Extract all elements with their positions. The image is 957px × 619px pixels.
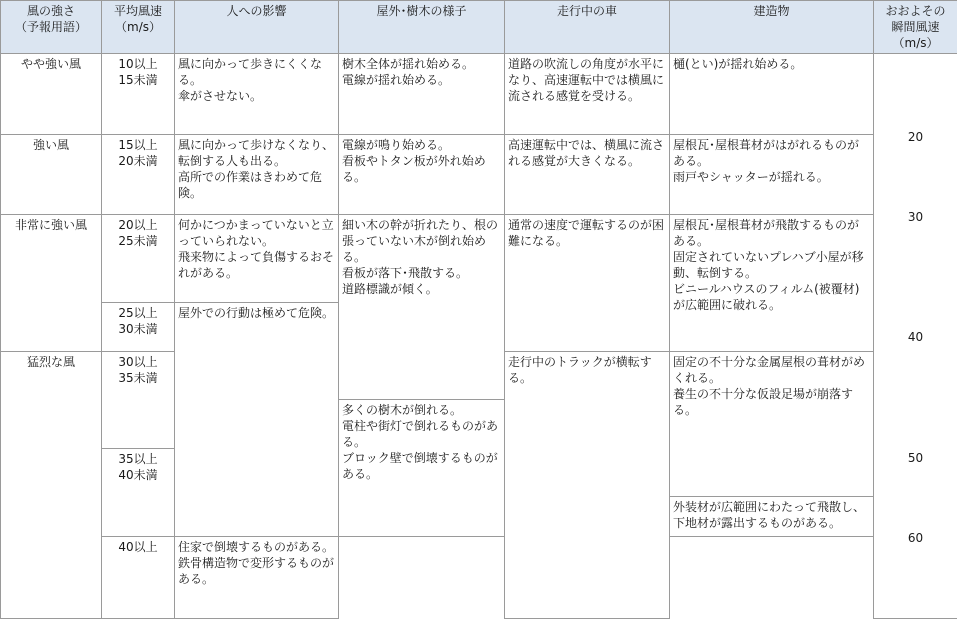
people-cell: 風に向かって歩けなくなり、転倒する人も出る。 高所での作業はきわめて危険。	[175, 135, 339, 215]
table-row	[1, 215, 957, 303]
header-people: 人への影響	[175, 1, 339, 54]
table-row	[1, 135, 957, 215]
car-cell: 通常の速度で運転するのが困難になる。	[505, 215, 670, 352]
car-cell: 道路の吹流しの角度が水平になり、高速運転中では横風に流される感覚を受ける。	[505, 54, 670, 135]
gust-value: 50	[877, 450, 954, 466]
avg-speed-cell: 10以上 15未満	[102, 54, 175, 135]
people-cell: 風に向かって歩きにくくなる。 傘がさせない。	[175, 54, 339, 135]
header-avg-speed: 平均風速 （m/s）	[102, 1, 175, 54]
outdoor-cell: 多くの樹木が倒れる。 電柱や街灯で倒れるものがある。 ブロック壁で倒壊するものがある。	[339, 400, 505, 537]
outdoor-cell: 樹木全体が揺れ始める。 電線が揺れ始める。	[339, 54, 505, 135]
car-cell: 走行中のトラックが横転する。	[505, 351, 670, 618]
gust-column	[874, 54, 957, 619]
avg-speed-cell: 40以上	[102, 537, 175, 619]
avg-speed-cell: 20以上 25未満	[102, 215, 175, 303]
building-cell: 屋根瓦･屋根葺材がはがれるものがある。 雨戸やシャッターが揺れる。	[670, 135, 874, 215]
wind-class-cell: 猛烈な風	[1, 351, 102, 618]
gust-value: 20	[877, 129, 954, 145]
header-car: 走行中の車	[505, 1, 670, 54]
building-cell: 樋(とい)が揺れ始める。	[670, 54, 874, 135]
car-cell: 高速運転中では、横風に流される感覚が大きくなる。	[505, 135, 670, 215]
building-cell: 住家で倒壊するものがある。 鉄骨構造物で変形するものがある。	[175, 537, 339, 619]
building-cell: 屋根瓦･屋根葺材が飛散するものがある。 固定されていないプレハブ小屋が移動、転倒する。 ビニールハウスのフィルム(被覆材)が広範囲に破れる。	[670, 215, 874, 352]
wind-class-cell: やや強い風	[1, 54, 102, 135]
gust-value: 40	[877, 329, 954, 345]
avg-speed-cell: 30以上 35未満	[102, 351, 175, 448]
header-row	[1, 1, 957, 54]
header-building: 建造物	[670, 1, 874, 54]
people-cell: 何かにつかまっていないと立っていられない。 飛来物によって負傷するおそれがある。	[175, 215, 339, 303]
outdoor-cell: 電線が鳴り始める。 看板やトタン板が外れ始める。	[339, 135, 505, 215]
avg-speed-cell: 15以上 20未満	[102, 135, 175, 215]
building-cell: 固定の不十分な金属屋根の葺材がめくれる。 養生の不十分な仮設足場が崩落する。	[670, 351, 874, 496]
header-gust: おおよその 瞬間風速 （m/s）	[874, 1, 957, 54]
outdoor-cell: 細い木の幹が折れたり、根の張っていない木が倒れ始める。 看板が落下･飛散する。 道路標識が傾く。	[339, 215, 505, 400]
gust-value: 30	[877, 209, 954, 225]
avg-speed-cell: 25以上 30未満	[102, 303, 175, 351]
header-outdoor: 屋外･樹木の様子	[339, 1, 505, 54]
avg-speed-cell: 35以上 40未満	[102, 448, 175, 536]
table-row	[1, 54, 957, 135]
wind-class-cell: 強い風	[1, 135, 102, 215]
gust-value: 60	[877, 530, 954, 546]
table-row	[1, 537, 957, 619]
header-wind-class: 風の強さ （予報用語）	[1, 1, 102, 54]
people-cell: 屋外での行動は極めて危険。	[175, 303, 339, 537]
wind-class-cell: 非常に強い風	[1, 215, 102, 352]
building-cell: 外装材が広範囲にわたって飛散し、下地材が露出するものがある。	[670, 497, 874, 537]
